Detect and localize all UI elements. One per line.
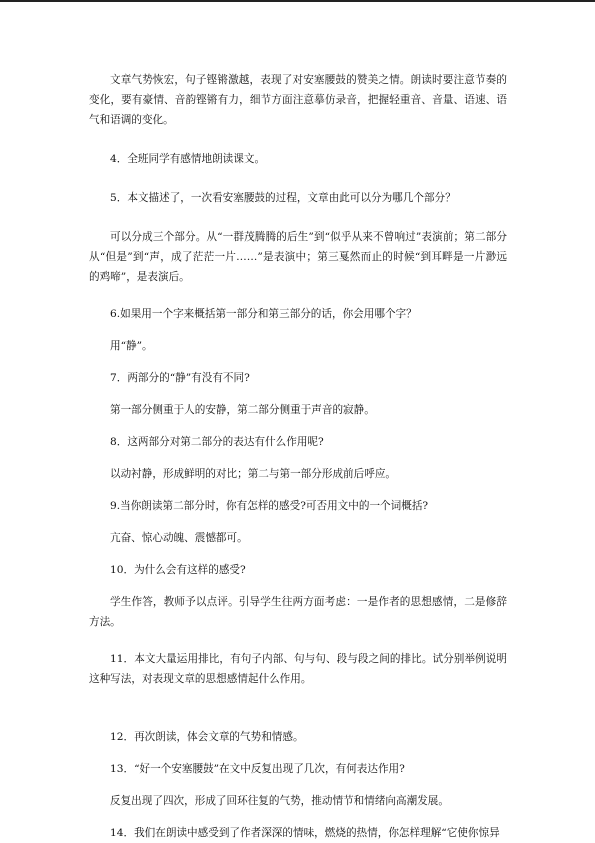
question-11: 11．本文大量运用排比，有句子内部、句与句、段与段之间的排比。试分别举例说明这种写法，对表现文章的思想感情起什么作用。 [89, 653, 507, 685]
answer-5: 可以分成三个部分。从“一群茂腾腾的后生”到“似乎从来不曾响过”表演前；第二部分从“但是”到“声，成了茫茫一片……”是表演中；第三戛然而止的时候“到耳畔是一片渺远的鸡啼”，是表演后。 [89, 231, 507, 283]
answer-8: 以动衬静，形成鲜明的对比；第二与第一部分形成前后呼应。 [110, 468, 397, 480]
answer-10: 学生作答，教师予以点评。引导学生往两方面考虑：一是作者的思想感情，二是修辞方法。 [89, 596, 507, 628]
answer-9: 亢奋、惊心动魄、震憾都可。 [110, 532, 248, 544]
question-9: 9.当你朗读第二部分时，你有怎样的感受?可否用文中的一个词概括? [110, 500, 429, 512]
question-10: 10．为什么会有这样的感受? [110, 564, 246, 576]
answer-6: 用“静”。 [110, 340, 153, 352]
question-7: 7．两部分的“静”有没有不同? [110, 372, 250, 384]
answer-7: 第一部分侧重于人的安静，第二部分侧重于声音的寂静。 [110, 404, 375, 416]
paragraph-reading-guidance: 文章气势恢宏，句子铿锵激越，表现了对安塞腰鼓的赞美之情。朗读时要注意节奏的变化，要有豪情、音韵铿锵有力，细节方面注意摹仿录音，把握轻重音、音量、语速、语气和语调的变化。 [89, 74, 507, 126]
question-12: 12．再次朗读，体会文章的气势和情感。 [110, 731, 304, 743]
question-5: 5．本文描述了，一次看安塞腰鼓的过程，文章由此可以分为哪几个部分？ [110, 192, 456, 204]
question-13: 13．“好一个安塞腰鼓”在文中反复出现了几次，有何表达作用? [110, 763, 405, 775]
answer-13: 反复出现了四次，形成了回环往复的气势，推动情节和情绪向高潮发展。 [110, 795, 449, 807]
question-4: 4．全班同学有感情地朗读课文。 [110, 153, 266, 165]
question-8: 8．这两部分对第二部分的表达有什么作用呢? [110, 436, 324, 448]
question-14: 14．我们在朗读中感受到了作者深深的情味，燃烧的热情，你怎样理解“它使你惊异 [110, 827, 500, 839]
document-page [89, 70, 507, 843]
top-border-line [0, 0, 595, 2]
question-6: 6.如果用一个字来概括第一部分和第三部分的话，你会用哪个字？ [110, 308, 417, 320]
